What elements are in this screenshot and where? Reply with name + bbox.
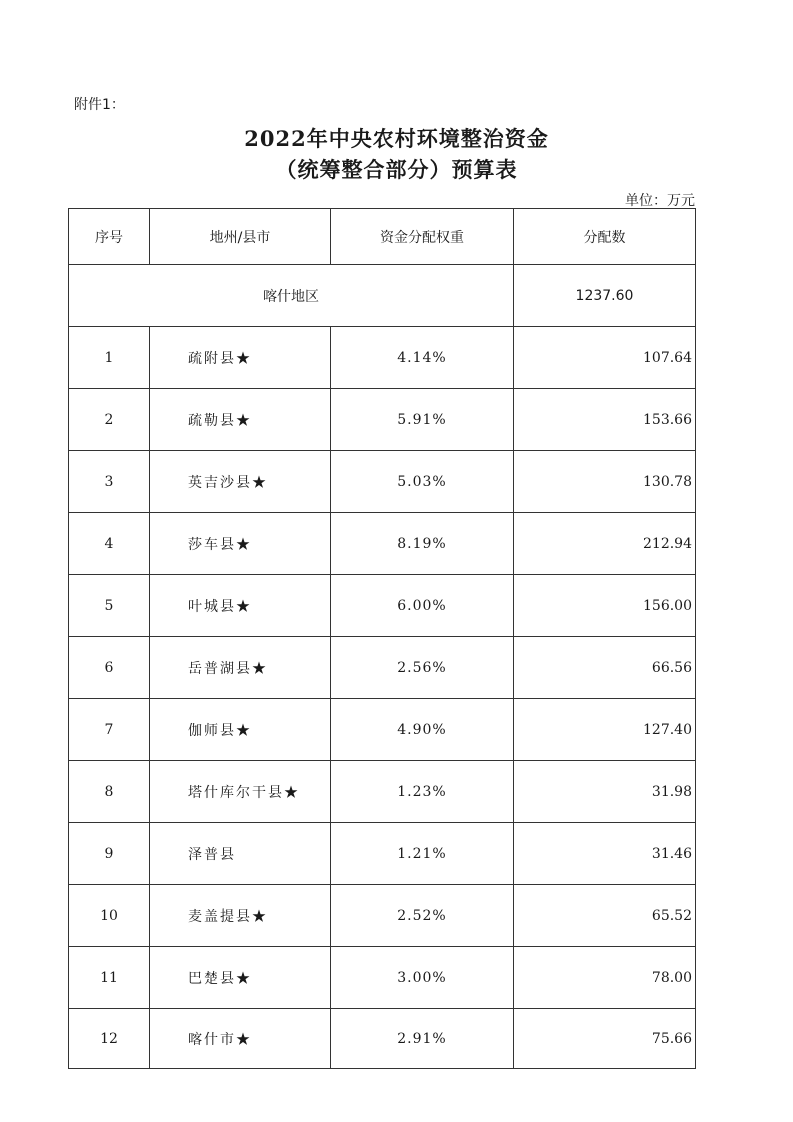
- table-header-row: [69, 209, 696, 265]
- row-no: 7: [69, 699, 150, 761]
- row-amount: 66.56: [514, 637, 696, 699]
- row-weight: 2.91%: [331, 1009, 514, 1069]
- row-amount: 156.00: [514, 575, 696, 637]
- table-row: [69, 885, 696, 947]
- row-weight: 5.03%: [331, 451, 514, 513]
- row-weight: 1.23%: [331, 761, 514, 823]
- table-row: [69, 389, 696, 451]
- region-name: 喀什地区: [69, 265, 514, 327]
- table-row: [69, 637, 696, 699]
- row-county: 疏附县★: [150, 327, 331, 389]
- row-amount: 65.52: [514, 885, 696, 947]
- row-no: 3: [69, 451, 150, 513]
- table-row: [69, 823, 696, 885]
- budget-table: [68, 208, 696, 1069]
- table-row: [69, 513, 696, 575]
- table-row: [69, 1009, 696, 1069]
- document-subtitle: （统筹整合部分）预算表: [275, 157, 518, 182]
- row-no: 8: [69, 761, 150, 823]
- row-amount: 107.64: [514, 327, 696, 389]
- row-county: 岳普湖县★: [150, 637, 331, 699]
- row-county: 叶城县★: [150, 575, 331, 637]
- document-title: 2022年中央农村环境整治资金: [244, 126, 549, 151]
- table-row: [69, 451, 696, 513]
- row-no: 10: [69, 885, 150, 947]
- header-no: 序号: [69, 209, 150, 265]
- budget-table-body: [69, 209, 696, 1069]
- header-weight: 资金分配权重: [331, 209, 514, 265]
- row-county: 泽普县: [150, 823, 331, 885]
- row-no: 4: [69, 513, 150, 575]
- row-weight: 2.56%: [331, 637, 514, 699]
- table-row: [69, 947, 696, 1009]
- row-county: 塔什库尔干县★: [150, 761, 331, 823]
- row-weight: 4.14%: [331, 327, 514, 389]
- row-weight: 1.21%: [331, 823, 514, 885]
- unit-label: 单位：万元: [625, 193, 695, 209]
- row-county: 麦盖提县★: [150, 885, 331, 947]
- table-row: [69, 575, 696, 637]
- row-amount: 31.46: [514, 823, 696, 885]
- row-weight: 2.52%: [331, 885, 514, 947]
- row-no: 11: [69, 947, 150, 1009]
- row-amount: 75.66: [514, 1009, 696, 1069]
- row-weight: 5.91%: [331, 389, 514, 451]
- row-county: 喀什市★: [150, 1009, 331, 1069]
- row-no: 6: [69, 637, 150, 699]
- header-amount: 分配数: [514, 209, 696, 265]
- row-weight: 3.00%: [331, 947, 514, 1009]
- row-amount: 78.00: [514, 947, 696, 1009]
- row-county: 疏勒县★: [150, 389, 331, 451]
- table-row: [69, 761, 696, 823]
- attachment-label: 附件1：: [74, 97, 125, 113]
- row-county: 巴楚县★: [150, 947, 331, 1009]
- row-no: 2: [69, 389, 150, 451]
- row-amount: 127.40: [514, 699, 696, 761]
- row-no: 9: [69, 823, 150, 885]
- row-no: 5: [69, 575, 150, 637]
- row-amount: 130.78: [514, 451, 696, 513]
- row-no: 1: [69, 327, 150, 389]
- row-amount: 31.98: [514, 761, 696, 823]
- row-county: 英吉沙县★: [150, 451, 331, 513]
- row-weight: 6.00%: [331, 575, 514, 637]
- row-weight: 4.90%: [331, 699, 514, 761]
- table-row: [69, 699, 696, 761]
- region-row: [69, 265, 696, 327]
- row-amount: 153.66: [514, 389, 696, 451]
- row-amount: 212.94: [514, 513, 696, 575]
- row-county: 伽师县★: [150, 699, 331, 761]
- row-weight: 8.19%: [331, 513, 514, 575]
- header-county: 地州/县市: [150, 209, 331, 265]
- row-county: 莎车县★: [150, 513, 331, 575]
- row-no: 12: [69, 1009, 150, 1069]
- table-row: [69, 327, 696, 389]
- region-amount: 1237.60: [514, 265, 696, 327]
